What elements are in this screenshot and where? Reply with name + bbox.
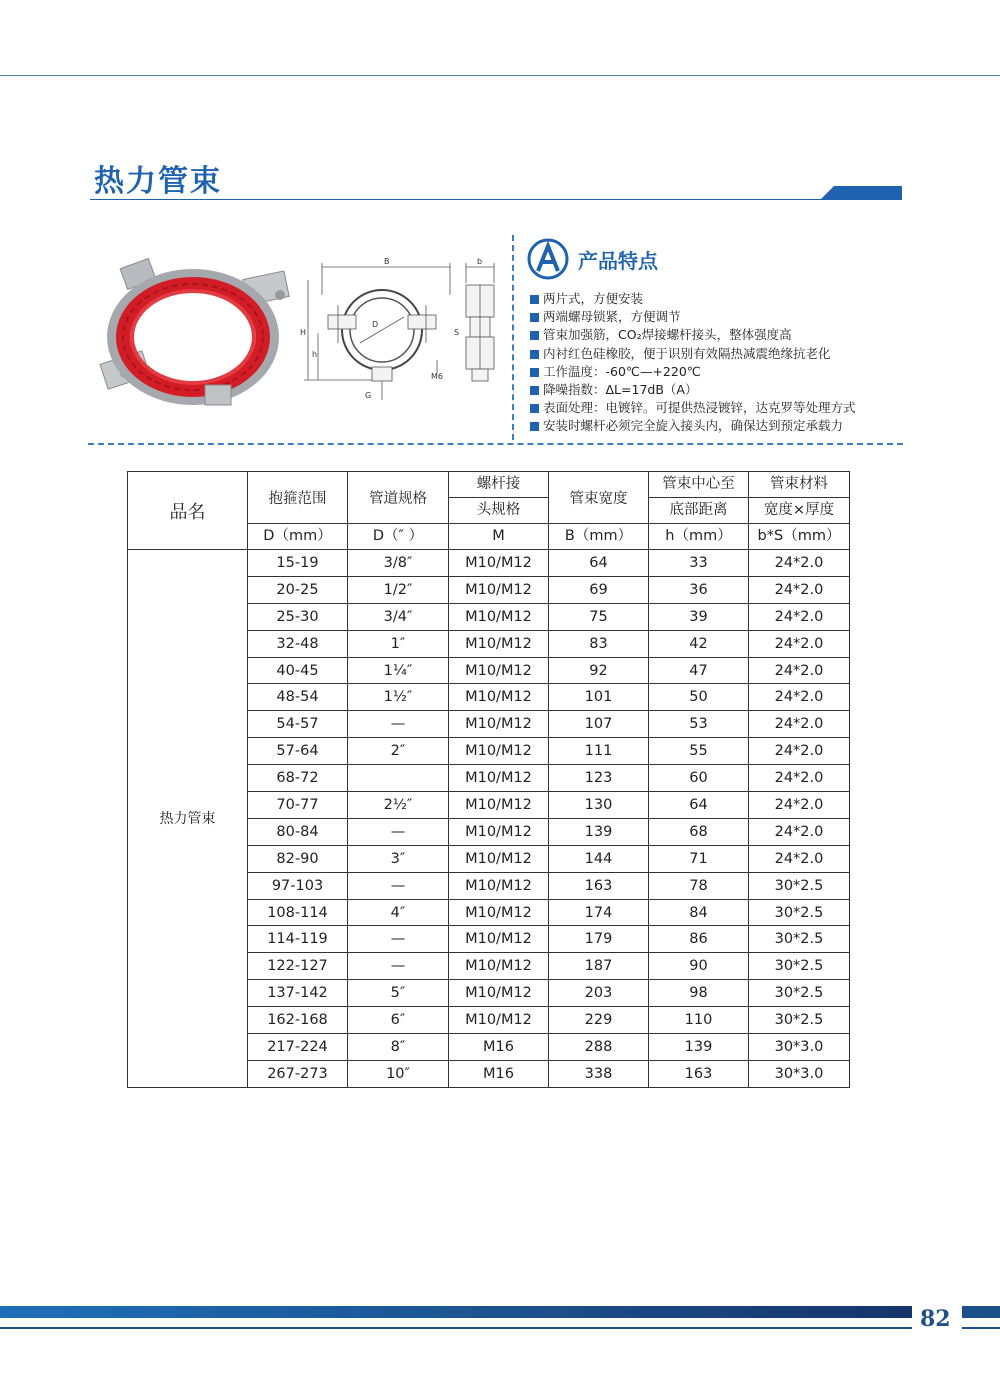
feature-item: 工作温度：-60℃—+220℃ [530,363,856,381]
table-cell: 144 [549,845,649,872]
table-cell: 15-19 [248,550,348,577]
table-cell: 4″ [348,899,449,926]
table-cell: M10/M12 [449,926,549,953]
table-cell: — [348,818,449,845]
features-logo-icon [527,238,569,280]
table-cell: 122-127 [248,953,348,980]
table-cell: 24*2.0 [749,765,850,792]
table-cell: 107 [549,711,649,738]
table-cell: 24*2.0 [749,603,850,630]
features-heading: 产品特点 [578,249,658,273]
feature-item: 管束加强筋，CO₂焊接螺杆接头，整体强度高 [530,326,856,344]
unit-center-height: h（mm） [649,524,749,550]
header-center-height-b: 底部距离 [649,498,749,524]
table-cell: — [348,953,449,980]
table-cell: 30*2.5 [749,1007,850,1034]
table-cell: 57-64 [248,738,348,765]
table-cell: 24*2.0 [749,576,850,603]
footer-bar-right [962,1306,1000,1318]
table-cell: M10/M12 [449,738,549,765]
table-cell: M10/M12 [449,550,549,577]
footer-rule-right [962,1327,1000,1329]
table-cell: M10/M12 [449,576,549,603]
table-cell: M10/M12 [449,980,549,1007]
table-cell: 24*2.0 [749,657,850,684]
table-cell: 187 [549,953,649,980]
header-material-a: 管束材料 [749,472,850,498]
table-cell: 30*2.5 [749,899,850,926]
table-cell: 24*2.0 [749,792,850,819]
table-cell: 25-30 [248,603,348,630]
table-cell: 20-25 [248,576,348,603]
table-cell: M10/M12 [449,792,549,819]
table-cell: 24*2.0 [749,738,850,765]
table-cell: 1″ [348,630,449,657]
table-cell: 83 [549,630,649,657]
table-cell: 64 [549,550,649,577]
side-view-drawing [456,255,506,405]
table-cell: 2″ [348,738,449,765]
table-cell: 68-72 [248,765,348,792]
table-cell: M10/M12 [449,711,549,738]
table-cell: 70-77 [248,792,348,819]
horizontal-divider [88,443,903,445]
feature-item: 两片式，方便安装 [530,290,856,308]
table-cell: 2½″ [348,792,449,819]
table-cell: 229 [549,1007,649,1034]
label-h: h [312,350,318,359]
header-product-name: 品名 [128,472,248,550]
table-cell: 30*3.0 [749,1034,850,1061]
table-cell: M10/M12 [449,818,549,845]
header-thread-a: 螺杆接 [449,472,549,498]
table-cell: M10/M12 [449,872,549,899]
table-cell: 75 [549,603,649,630]
table-cell: 55 [649,738,749,765]
table-cell: M10/M12 [449,953,549,980]
table-row [128,550,850,577]
unit-material: b*S（mm） [749,524,850,550]
table-cell: 338 [549,1060,649,1087]
table-cell: — [348,872,449,899]
table-cell: 40-45 [248,657,348,684]
table-cell: 36 [649,576,749,603]
table-cell: 30*2.5 [749,872,850,899]
table-cell: 50 [649,684,749,711]
table-cell: M10/M12 [449,845,549,872]
page-title: 热力管束 [94,164,222,199]
label-b: b [477,257,483,266]
table-cell: 30*2.5 [749,926,850,953]
table-cell: 174 [549,899,649,926]
table-cell: 130 [549,792,649,819]
product-image [95,245,310,415]
table-cell: 111 [549,738,649,765]
label-B: B [384,257,390,266]
features-list [530,290,856,436]
table-cell: 24*2.0 [749,818,850,845]
table-cell: 32-48 [248,630,348,657]
table-cell: 68 [649,818,749,845]
label-H: H [300,328,307,337]
table-cell: 1½″ [348,684,449,711]
table-cell: 82-90 [248,845,348,872]
table-cell: 24*2.0 [749,630,850,657]
table-cell: 97-103 [248,872,348,899]
table-cell: 53 [649,711,749,738]
table-cell: 163 [649,1060,749,1087]
unit-pipe-size: D（″ ） [348,524,449,550]
table-cell: 48-54 [248,684,348,711]
table-cell: 24*2.0 [749,684,850,711]
table-cell: 1/2″ [348,576,449,603]
unit-thread: M [449,524,549,550]
table-cell: M10/M12 [449,630,549,657]
table-cell: 217-224 [248,1034,348,1061]
table-cell: 39 [649,603,749,630]
label-S: S [454,328,460,337]
table-cell: 139 [649,1034,749,1061]
header-pipe-size: 管道规格 [348,472,449,524]
table-cell: 101 [549,684,649,711]
header-row [128,472,850,498]
table-cell: 30*3.0 [749,1060,850,1087]
table-cell: 1¼″ [348,657,449,684]
spec-table [127,471,850,1088]
table-cell: 288 [549,1034,649,1061]
feature-item: 内衬红色硅橡胶，便于识别有效隔热减震绝缘抗老化 [530,345,856,363]
table-cell: 108-114 [248,899,348,926]
footer-rule [0,1327,912,1329]
table-cell: 60 [649,765,749,792]
table-cell: 139 [549,818,649,845]
header-thread-b: 头规格 [449,498,549,524]
table-cell: 3″ [348,845,449,872]
table-cell: 24*2.0 [749,711,850,738]
table-cell: M10/M12 [449,657,549,684]
table-cell: 92 [549,657,649,684]
table-cell: 114-119 [248,926,348,953]
table-cell: 24*2.0 [749,550,850,577]
table-cell: 47 [649,657,749,684]
table-cell: 69 [549,576,649,603]
table-cell: 163 [549,872,649,899]
unit-clamp-width: B（mm） [549,524,649,550]
table-cell: 64 [649,792,749,819]
title-underline [90,199,902,200]
feature-item: 两端螺母锁紧，方便调节 [530,308,856,326]
table-cell: — [348,711,449,738]
feature-item: 表面处理：电镀锌。可提供热浸镀锌，达克罗等处理方式 [530,399,856,417]
label-D: D [372,320,379,329]
table-cell: M10/M12 [449,603,549,630]
label-G: G [365,391,372,400]
table-cell: 54-57 [248,711,348,738]
unit-clamp-range: D（mm） [248,524,348,550]
table-cell: 179 [549,926,649,953]
table-cell: M10/M12 [449,1007,549,1034]
table-cell: 203 [549,980,649,1007]
header-clamp-range: 抱箍范围 [248,472,348,524]
table-cell: 3/8″ [348,550,449,577]
table-cell: M16 [449,1034,549,1061]
table-cell: M16 [449,1060,549,1087]
header-center-height-a: 管束中心至 [649,472,749,498]
table-cell: 123 [549,765,649,792]
header-material-b: 宽度×厚度 [749,498,850,524]
table-cell: 162-168 [248,1007,348,1034]
footer-bar [0,1306,912,1318]
header-clamp-width: 管束宽度 [549,472,649,524]
table-cell: 3/4″ [348,603,449,630]
table-cell: M10/M12 [449,684,549,711]
table-cell: 86 [649,926,749,953]
table-cell: 24*2.0 [749,845,850,872]
table-cell [348,765,449,792]
table-cell: 137-142 [248,980,348,1007]
table-cell: 90 [649,953,749,980]
product-name-cell: 热力管束 [128,550,248,1088]
table-cell: 8″ [348,1034,449,1061]
page-number: 82 [920,1306,951,1332]
table-cell: M10/M12 [449,765,549,792]
table-cell: 42 [649,630,749,657]
table-cell: 267-273 [248,1060,348,1087]
feature-item: 安装时螺杆必须完全旋入接头内，确保达到预定承载力 [530,417,856,435]
table-cell: M10/M12 [449,899,549,926]
feature-item: 降噪指数：ΔL=17dB（A） [530,381,856,399]
table-cell: 71 [649,845,749,872]
table-cell: 80-84 [248,818,348,845]
table-cell: 30*2.5 [749,980,850,1007]
table-cell: 98 [649,980,749,1007]
table-cell: 6″ [348,1007,449,1034]
table-cell: 84 [649,899,749,926]
vertical-divider [512,235,514,440]
table-cell: — [348,926,449,953]
table-cell: 30*2.5 [749,953,850,980]
table-cell: 78 [649,872,749,899]
table-cell: 110 [649,1007,749,1034]
title-accent-bar [820,186,902,200]
label-M6: M6 [431,372,443,381]
table-cell: 33 [649,550,749,577]
table-cell: 5″ [348,980,449,1007]
table-cell: 10″ [348,1060,449,1087]
top-rule [0,75,1000,76]
